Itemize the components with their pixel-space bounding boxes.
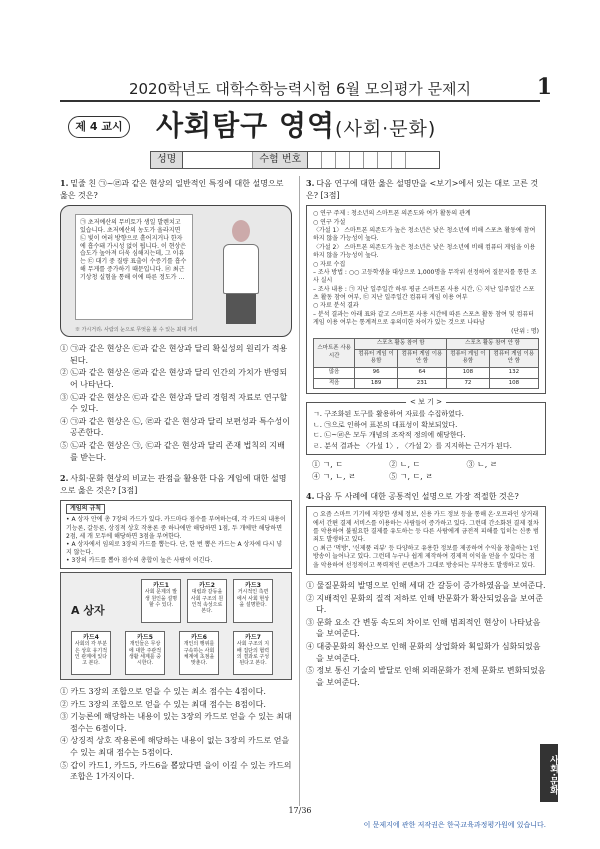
question-text: 밑줄 친 ㉠~㉣과 같은 현상의 일반적인 특징에 대한 설명으로 옳은 것은?	[60, 179, 284, 200]
footer-total: 36	[301, 806, 312, 815]
question-text: 다음 연구에 대한 옳은 설명만을 <보기>에서 있는 대로 고른 것은? [3점]	[306, 179, 539, 200]
person-head	[232, 220, 250, 242]
question-stem	[306, 178, 546, 201]
bogi-item: ㄴ. ㉠으로 인하여 표본의 대표성이 확보되었다.	[313, 420, 458, 429]
answer-choice[interactable]: ④ ㉠과 같은 현상은 ㉡, ㉣과 같은 현상과 달리 보편성과 특수성이 공존한다.	[60, 416, 290, 438]
question-number: 1.	[60, 178, 69, 188]
answer-choice[interactable]: ③ ㉡과 같은 현상은 ㉢과 같은 현상과 달리 경험적 자료로 연구할 수 있다.	[60, 392, 288, 414]
card-text: 대립과 갈등을 사회 구조의 원인적 속성으로 본다.	[190, 589, 224, 615]
table-sub-header: 컴퓨터 게임 이용 안 함	[397, 349, 446, 367]
box-a-label: A 상자	[71, 603, 105, 617]
exam-number-cell[interactable]	[350, 152, 364, 168]
game-rule-line: • 3장의 카드를 뽑아 점수의 총합이 높은 사람이 이긴다.	[66, 556, 213, 564]
table-cell: 많음	[314, 368, 355, 379]
card-title: 카드6	[191, 633, 207, 641]
card-text: 개인들은 무상에 대한 주관적 생활 세계를 중시한다.	[128, 641, 162, 667]
answer-choice[interactable]: ⑤ 정보 통신 기술의 발달로 인해 외래문화가 전체 문화로 변화되었음을 보여준다.	[306, 666, 546, 687]
answer-choice[interactable]: ④ 대중문화의 확산으로 인해 문화의 상업화와 획일화가 심화되었음을 보여준다.	[306, 641, 541, 663]
subject-side-tab: 사회·문화	[540, 744, 558, 802]
research-line: ○ 자료 수집	[313, 260, 346, 268]
passage-box	[306, 506, 546, 575]
bogi-item: ㄹ. 분석 결과는 〈가설 1〉, 〈가설 2〉를 지지하는 근거가 된다.	[313, 441, 512, 450]
table-cell: 108	[447, 368, 490, 379]
exam-number-label: 수험 번호	[253, 152, 308, 168]
research-line: – 분석 결과는 아래 표와 같고 스마트폰 사용 시간에 따른 스포츠 활동 참여 및 컴퓨터 게임 이용 여부는 통계적으로 유의미한 차이가 있는 것으로 나타남	[313, 310, 534, 327]
exam-number-cell[interactable]	[322, 152, 336, 168]
table-row	[314, 368, 539, 379]
table-sub-header: 컴퓨터 게임 이용함	[447, 349, 490, 367]
card	[187, 579, 227, 623]
card	[71, 631, 111, 675]
card-text: 사회 문제의 발생 원인을 설명할 수 있다.	[144, 589, 178, 608]
research-line: ○ 연구 주제 : 청소년의 스마트폰 의존도와 여가 활동의 관계	[313, 210, 471, 218]
card-text: 거시적인 측면에서 사회 현상을 설명한다.	[236, 589, 270, 608]
subject-title-sub: (사회·문화)	[335, 118, 437, 140]
answer-choice[interactable]: ⑤ ㄱ, ㄷ, ㄹ	[389, 472, 434, 482]
answer-choice[interactable]: ② ㉡과 같은 현상은 ㉣과 같은 현상과 달리 인간의 가치가 반영되어 나타난다.	[60, 368, 288, 389]
answer-choice[interactable]: ④ ㄱ, ㄴ, ㄹ	[312, 472, 356, 482]
weather-presenter-illustration	[211, 220, 271, 330]
table-cell: 96	[355, 368, 398, 379]
answer-choice[interactable]: ③ 문화 요소 간 변동 속도의 차이로 인해 범죄적인 현상이 나타났음을 보여준다.	[306, 617, 541, 639]
bogi-box	[306, 398, 546, 455]
answer-choice[interactable]: ① 카드 3장의 조합으로 얻을 수 있는 최소 점수는 4점이다.	[60, 686, 266, 696]
research-line: – 조사 방법 : ○○ 고등학생을 대상으로 1,000명을 무작위 선정하여 질문지를 통한 조사 실시	[313, 268, 537, 285]
answer-choice[interactable]: ③ 기능론에 해당하는 내용이 있는 3장의 카드로 얻을 수 있는 최대 점수는 6점이다.	[60, 712, 292, 733]
answer-choice[interactable]: ② 카드 3장의 조합으로 얻을 수 있는 최대 점수는 8점이다.	[60, 699, 266, 709]
footer-page: 17	[288, 806, 299, 815]
table-cell: 231	[397, 378, 446, 389]
left-column	[60, 178, 292, 784]
game-rules-box	[60, 500, 292, 569]
card-title: 카드7	[245, 633, 261, 641]
answer-choices	[312, 459, 546, 482]
right-column	[306, 178, 546, 689]
table-row	[314, 378, 539, 389]
research-line: 〈가설 2〉 스마트폰 의존도가 높은 청소년은 낮은 청소년에 비해 컴퓨터 게임을 이용하지 않을 가능성이 높다.	[313, 243, 536, 260]
card-title: 카드2	[199, 581, 215, 589]
table-cell: 132	[489, 368, 538, 379]
card-title: 카드3	[245, 581, 261, 589]
name-label: 성명	[151, 152, 183, 168]
phone-screen-text: ㉠ 초저예산의 무비토가 생일 발렌치고 있습니다. 초저예산의 농도가 올라지면 ㉡ 빛이 여러 방향으로 흩어지거나 한자에 흡수돼 가시성 없이 됩니다. 이 현상은 습도가 높아져 더욱 심해지는데, 그 이유는 ㉢ 대기 중 질량 표출이 수증기를 흡수해 무게를 증가하기 때문입니다. ㉣ 최근 기상청 실험을 통해 이에 따른 정도가 …	[75, 214, 193, 320]
table-group-header: 스포츠 활동 참여 안 함	[447, 339, 539, 350]
passage-line: ○ 요즘 스마트 기기에 저장한 생체 정보, 신용 카드 정보 등을 통해 온·오프라인 상거래에서 간편 결제 서비스를 이용하는 사람들이 증가하고 있다. 그런데 간소화된 결제 절차를 악용하여 불필요한 결제를 유도하는 등 다른 사람에게 금전적 피해를 입히는 신종 범죄도 발생하고 있다.	[313, 511, 539, 544]
table-unit: (단위 : 명)	[511, 327, 539, 335]
game-rule-line: • A 상자 안에 총 7장의 카드가 있다. 카드마다 점수를 부여하는데, 각 카드의 내용이 기능론, 갈등론, 상징적 상호 작용론 중 하나에만 해당하면 1점, 두 개에만 해당하면 2점, 세 개 모두에 해당하면 3점을 부여한다.	[66, 516, 286, 540]
question-stem	[60, 178, 292, 201]
research-line: 〈가설 1〉 스마트폰 의존도가 높은 청소년은 낮은 청소년에 비해 스포츠 활동에 참여하지 않을 가능성이 높다.	[313, 226, 536, 243]
game-rules-label: 게임의 규칙	[66, 504, 105, 514]
table-cell: 적음	[314, 378, 355, 389]
answer-choice[interactable]: ② 지배적인 문화의 질적 저하로 인해 반문화가 확산되었음을 보여준다.	[306, 593, 543, 615]
table-sub-header: 컴퓨터 게임 이용 안 함	[489, 349, 538, 367]
period-badge: 제 4 교시	[68, 116, 130, 138]
answer-choice[interactable]: ④ 상징적 상호 작용론에 해당하는 내용이 없는 3장의 카드로 얻을 수 있는 최대 점수는 5점이다.	[60, 736, 290, 757]
question-3	[306, 178, 546, 483]
answer-choice[interactable]: ① ㉠과 같은 현상은 ㉢과 같은 현상과 달리 확실성의 원리가 적용된다.	[60, 344, 288, 365]
answer-choice[interactable]: ⑤ 갑이 카드1, 카드5, 카드6을 뽑았다면 을이 이길 수 있는 카드의 조합은 1가지이다.	[60, 760, 292, 782]
research-line: ○ 자료 분석 결과	[313, 302, 359, 310]
card-box-diagram	[60, 572, 292, 680]
card	[125, 631, 165, 675]
exam-number-cell[interactable]	[392, 152, 406, 168]
table-cell: 64	[397, 368, 446, 379]
card-title: 카드1	[153, 581, 169, 589]
table-sub-header: 컴퓨터 게임 이용함	[355, 349, 398, 367]
phone-caption: ※ 가시거리: 사람의 눈으로 무엇을 볼 수 있는 최대 거리	[75, 326, 198, 333]
game-rule-line: • A 상자에서 임의로 3장의 카드를 뽑는다. 단, 한 번 뽑은 카드는 A 상자에 다시 넣지 않는다.	[66, 540, 283, 556]
candidate-id-bar	[150, 151, 440, 169]
table-group-header: 스포츠 활동 참여 함	[355, 339, 447, 350]
exam-number-cell[interactable]	[336, 152, 350, 168]
page-number: 1	[536, 74, 552, 100]
person-body	[223, 244, 259, 294]
answer-choice[interactable]: ② ㄴ, ㄷ	[389, 460, 421, 470]
exam-header-title: 2020학년도 대학수학능력시험 6월 모의평가 문제지	[128, 80, 472, 98]
person-legs	[226, 294, 256, 324]
exam-number-cell[interactable]	[308, 152, 322, 168]
question-number: 2.	[60, 473, 69, 484]
answer-choice[interactable]: ⑤ ㉡과 같은 현상은 ㉠, ㉢과 같은 현상과 달리 존재 법칙의 지배를 받는다.	[60, 440, 285, 462]
table-cell: 108	[489, 378, 538, 389]
bogi-item: ㄱ. 구조화된 도구를 활용하여 자료를 수집하였다.	[313, 410, 464, 419]
header-rule	[60, 100, 540, 102]
answer-choice[interactable]: ① 물질문화의 발명으로 인해 세대 간 갈등이 증가하였음을 보여준다.	[306, 581, 546, 590]
card-title: 카드4	[83, 633, 99, 641]
table-row-header: 스마트폰 사용 시간	[314, 339, 355, 368]
research-box	[306, 205, 546, 394]
card	[233, 579, 273, 623]
bogi-item: ㄷ. ㉡~㉣은 모두 개념의 조작적 정의에 해당한다.	[313, 431, 466, 440]
page-footer: 17/36	[288, 806, 312, 815]
subject-title	[156, 104, 436, 144]
research-line: ○ 연구 가설	[313, 218, 346, 226]
exam-number-cell[interactable]	[378, 152, 392, 168]
subject-title-main: 사회탐구 영역	[156, 109, 336, 142]
card-text: 사회 구조의 지배 집단의 협력의 결과로 구성된다고 본다.	[236, 641, 270, 667]
result-table	[313, 338, 539, 389]
question-text: 다음 두 사례에 대한 공통적인 설명으로 가장 적절한 것은?	[316, 491, 519, 501]
exam-number-cell[interactable]	[406, 152, 420, 168]
question-1	[60, 178, 292, 463]
card	[179, 631, 219, 675]
question-2	[60, 473, 292, 783]
card	[233, 631, 273, 675]
question-number: 4.	[306, 490, 315, 501]
card-title: 카드5	[137, 633, 153, 641]
table-cell: 189	[355, 378, 398, 389]
card-text: 개인의 행위를 구속하는 사회 체계에 초점을 맞춘다.	[183, 641, 215, 667]
phone-illustration	[60, 205, 292, 337]
answer-choice[interactable]: ③ ㄴ, ㄹ	[466, 460, 498, 470]
research-line: – 조사 내용 : ㉠ 지난 일주일간 하루 평균 스마트폰 사용 시간, ㉡ 지난 일주일간 스포츠 활동 참여 여부, ㉢ 지난 일주일간 컴퓨터 게임 이용 여부	[313, 285, 535, 302]
card-text: 사회의 각 부분은 상호 유기적인 관계에 있다고 본다.	[74, 641, 108, 667]
passage-line: ○ 최근 '먹방', '신제품 리뷰' 등 다양하고 유용한 정보를 제공하여 수익을 창출하는 1인 방송이 늘어나고 있다. 그런데 누구나 쉽게 제작하여 경제적 이익을 얻을 수 있다는 점을 악용하여 선정적이고 폭력적인 콘텐츠가 그대로 방송되는 부작용도 발생하고 있다.	[313, 544, 539, 569]
table-cell: 72	[447, 378, 490, 389]
card	[141, 579, 181, 623]
answer-choice[interactable]: ① ㄱ, ㄷ	[312, 460, 344, 470]
exam-number-cell[interactable]	[364, 152, 378, 168]
question-number: 3.	[306, 178, 315, 188]
question-stem	[306, 491, 546, 503]
name-field[interactable]	[183, 152, 253, 168]
question-stem	[60, 473, 292, 496]
question-4	[306, 491, 546, 689]
copyright-note: 이 문제지에 관한 저작권은 한국교육과정평가원에 있습니다.	[363, 821, 546, 829]
column-divider	[299, 176, 300, 806]
bogi-tag: < 보 기 >	[406, 397, 446, 408]
question-text: 사회·문화 현상의 비교는 관점을 활용한 다음 게임에 대한 설명으로 옳은 것은? [3점]	[60, 474, 287, 495]
